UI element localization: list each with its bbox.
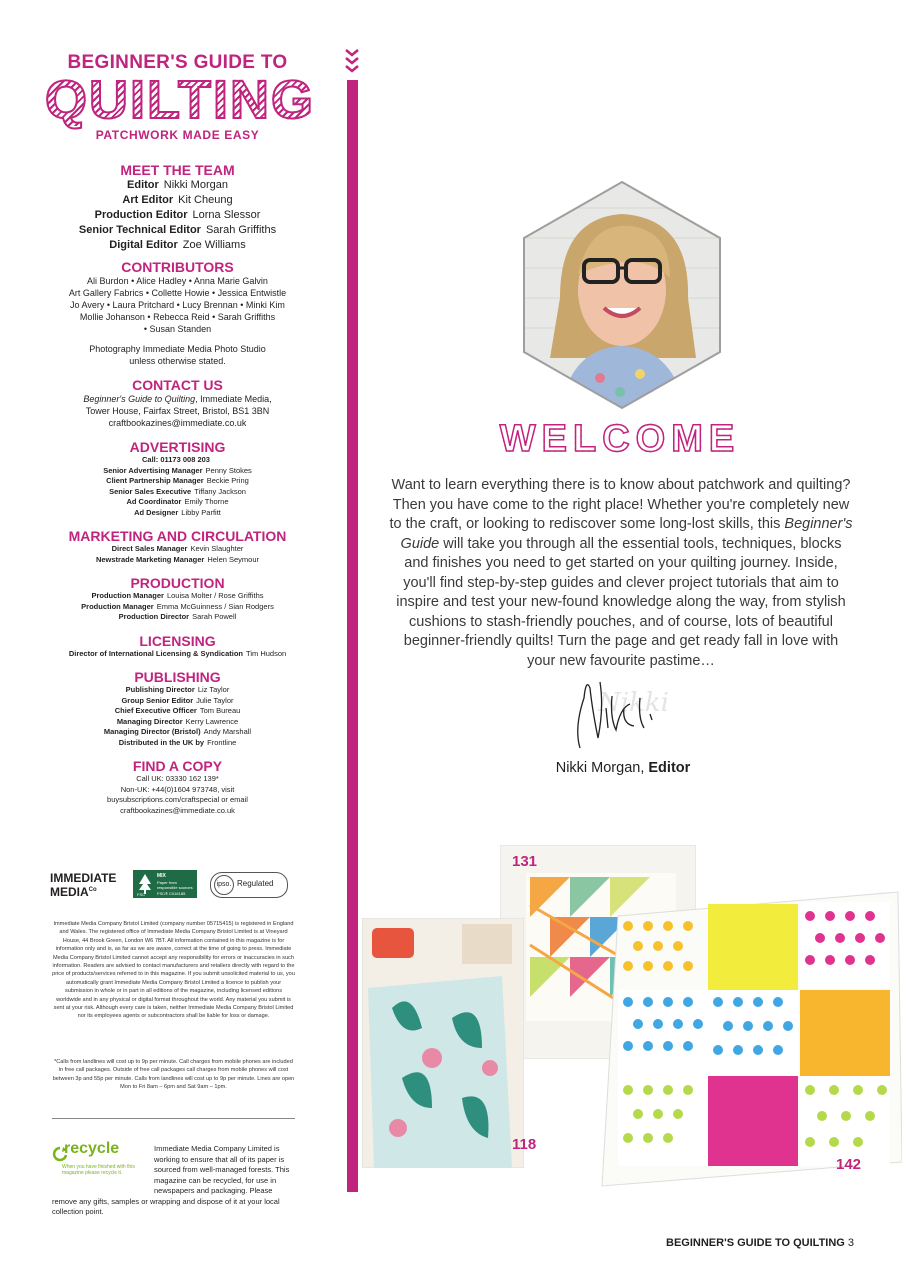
call-charges-text: *Calls from landlines will cost up to 9p per minute. Call charges from mobile phones are included in free call packages. Outside of free call packages call charges from mobile phones will cost between 3p and 55p per minute. Calls from landlines will cost up to 9p per minute. Lines are open Mon to Fri 8am – 6pm and Sat 9am – 1pm. [52,1059,295,1091]
credit-name: Lorna Slessor [192,209,261,221]
credit-role: Production Director [118,612,190,621]
credit-role: Direct Sales Manager [111,544,188,553]
credit-role: Chief Executive Officer [114,706,197,715]
credit-name: Sarah Powell [192,612,237,621]
find-copy-heading: FIND A COPY [132,758,223,774]
credit-row [45,727,310,738]
project-photo-142 [598,886,902,1190]
credit-row [45,508,310,519]
chevron-down-icon [344,48,360,78]
credit-role: Managing Director [116,716,183,726]
welcome-heading: WELCOME [499,418,741,460]
credit-row [45,497,310,508]
masthead-line1: BEGINNER'S GUIDE TO [67,52,288,73]
credit-row [45,706,310,717]
contact-title: Beginner's Guide to Quilting [83,394,196,404]
credit-row [45,555,310,566]
credit-name: Louisa Molter / Rose Griffiths [166,591,264,600]
credit-name: Andy Marshall [203,727,252,736]
credit-name: Frontline [207,737,237,747]
credit-row [45,602,310,613]
page-ref-142: 142 [836,1156,862,1173]
contact-heading: CONTACT US [132,377,223,393]
credits-column [45,48,315,816]
masthead-title: QUILTING [45,70,315,130]
credit-role: Ad Coordinator [126,497,182,506]
footer-title: BEGINNER'S GUIDE TO QUILTING [666,1237,845,1249]
credit-role: Senior Advertising Manager [103,465,203,475]
credit-name: Tim Hudson [246,648,287,658]
credit-name: Zoe Williams [182,239,246,251]
text-line: Ali Burdon • Alice Hadley • Anna Marie Galvin [87,276,268,286]
credit-row [45,208,310,223]
credit-role: Production Manager [81,601,154,611]
text-line: Call UK: 03330 162 139* [136,774,219,783]
page-ref-131: 131 [512,853,538,870]
photo-credit-note: unless otherwise stated. [129,356,226,366]
marketing-section [45,528,310,565]
credit-name: Nikki Morgan [163,179,228,191]
page-footer [666,1237,854,1249]
contact-section [45,377,310,429]
recycle-text: Immediate Media Company Limited is working to ensure that all of its paper is sourced from well-managed forests. This magazine can be recycled, for use in newspapers and packaging. Please remove any gifts, samples or wrapping and dispose of it at your local collection point. [52,1144,290,1216]
credit-row [45,487,310,498]
advertising-call: Call: 01173 008 203 [142,455,210,464]
text-line: • Susan Standen [143,324,212,334]
editor-byline: Nikki Morgan, Editor [555,760,691,776]
credit-role: Digital Editor [109,239,178,251]
page-ref-118: 118 [512,1136,537,1153]
credit-role: Production Editor [94,209,188,221]
publishing-section [45,669,310,748]
team-section [45,162,310,253]
licensing-heading: LICENSING [139,632,216,649]
ipso-logo: ipso. Regulated [210,872,288,898]
credit-role: Director of International Licensing & Syndication [68,648,244,658]
credit-row [45,178,310,193]
production-heading: PRODUCTION [130,575,225,591]
advertising-heading: ADVERTISING [129,439,226,455]
credit-role: Managing Director (Bristol) [103,727,201,736]
production-section [45,575,310,623]
text-line: Jo Avery • Laura Pritchard • Lucy Brennan • Minki Kim [70,300,285,310]
credit-row [45,612,310,623]
editor-signature: Nikki [560,668,670,758]
publisher-logos [50,870,295,900]
credit-row [45,591,310,602]
credit-name: Liz Taylor [197,685,230,694]
credit-name: Kit Cheung [178,194,233,206]
credit-row [45,466,310,477]
credit-name: Penny Stokes [205,465,252,475]
recycle-block [52,1140,295,1218]
contact-company: , Immediate Media, [195,394,272,404]
credit-row [45,717,310,728]
text-line: Art Gallery Fabrics • Collette Howie • Jessica Entwistle [68,288,287,298]
credit-role: Newstrade Marketing Manager [95,554,205,564]
credit-role: Editor [127,179,159,191]
credit-role: Senior Sales Executive [109,486,192,496]
licensing-section [45,633,310,660]
legal-text: Immediate Media Company Bristol Limited (company number 05715415) is registered in England and Wales. The registered office of Immediate Media Company Bristol Limited is at Vineyard House, 44 Brook Green, London W6 7BT. All information contained in this magazine is for information only and is, as far as we are aware, correct at the time of going to press. Immediate Media Company Bristol Limited cannot accept any responsibility for errors or inaccuracies in such information. Readers are advised to contact manufacturers and retailers directly with regard to the price of products/services referred to in this magazine. If you submit unsolicited material to us, you automatically grant Immediate Media Company Bristol Limited a licence to publish your submission in whole or in part in all editions of the magazine, including licensed editions worldwide and in any physical or digital format throughout the world. Any material you submit is sent at your risk. Although every care is taken, neither Immediate Media Company Bristol Limited nor its employees agents or subcontractors shall be liable for loss or damage. [52,921,295,1020]
divider [52,1118,295,1119]
credit-name: Julie Taylor [196,695,234,705]
team-heading: MEET THE TEAM [120,162,235,178]
credit-name: Beckie Pring [206,476,249,485]
immediate-media-logo: IMMEDIATE $MEDIA^{Co}$ [50,871,117,899]
contributors-section [45,259,310,367]
page-number: 3 [847,1237,854,1249]
masthead-tagline: PATCHWORK MADE EASY [95,128,260,142]
recycle-logo: recycle When you have finished with this magazine please recycle it. [52,1144,148,1188]
credit-row [45,238,310,253]
contact-address: Tower House, Fairfax Street, Bristol, BS1 3BN [85,406,270,416]
accent-bar [347,80,358,1192]
credit-row [45,544,310,555]
contact-email[interactable]: craftbookazines@immediate.co.uk [108,418,247,428]
credit-name: Sarah Griffiths [205,224,277,236]
credit-name: Kerry Lawrence [185,716,239,726]
credit-role: Group Senior Editor [121,695,194,705]
credit-role: Client Partnership Manager [106,476,204,485]
project-photo-118 [362,918,524,1168]
credit-role: Distributed in the UK by [118,737,205,747]
publishing-heading: PUBLISHING [134,669,221,685]
credit-name: Emily Thorne [184,497,229,506]
credit-role: Ad Designer [134,507,179,517]
credit-role: Production Manager [91,591,164,600]
credit-row [45,685,310,696]
editor-letter: Want to learn everything there is to know about patchwork and quilting? Then you have come to the right place! Whether you're completely new to the craft, or looking to rediscover some long-lost skills, this Beginner's Guide will take you through all the essential tools, techniques, blocks and finishes you need to get started on your quilting journey. Inside, you'll find step-by-step guides and clever project tutorials that aim to inspire and test your new-found knowledge along the way, from stylish cushions to stash-friendly pouches, and of course, lots of beautiful beginner-friendly quilts! Turn the page and get ready fall in love with your new favourite pastime… [389,477,853,669]
credit-row [45,193,310,208]
editor-portrait [520,178,724,412]
contributors-heading: CONTRIBUTORS [121,259,234,275]
credit-name: Helen Seymour [207,554,260,564]
credit-row [45,738,310,749]
credit-row [45,696,310,707]
credit-row [45,476,310,487]
text-line: buysubscriptions.com/craftspecial or email [107,795,248,804]
credit-name: Libby Parfitt [181,507,221,517]
credit-role: Art Editor [122,194,174,206]
fsc-logo: FSC MIX Paper from responsible sources FSC® C016185 [133,870,197,898]
photo-credit: Photography Immediate Media Photo Studio [89,344,266,354]
credit-role: Senior Technical Editor [78,224,201,236]
credit-row [45,649,310,660]
credit-name: Tiffany Jackson [194,486,246,496]
text-line: Mollie Johanson • Rebecca Reid • Sarah Griffiths [79,312,276,322]
find-copy-section [45,758,310,816]
credit-name: Kevin Slaughter [190,544,244,553]
credit-name: Tom Bureau [199,706,241,715]
marketing-heading: MARKETING AND CIRCULATION [68,528,287,544]
credit-row [45,223,310,238]
credit-role: Publishing Director [125,685,195,694]
text-line: Non-UK: +44(0)1604 973748, visit [120,784,235,794]
credit-name: Emma McGuinness / Sian Rodgers [156,601,274,611]
text-line: craftbookazines@immediate.co.uk [120,805,235,815]
advertising-section [45,439,310,518]
